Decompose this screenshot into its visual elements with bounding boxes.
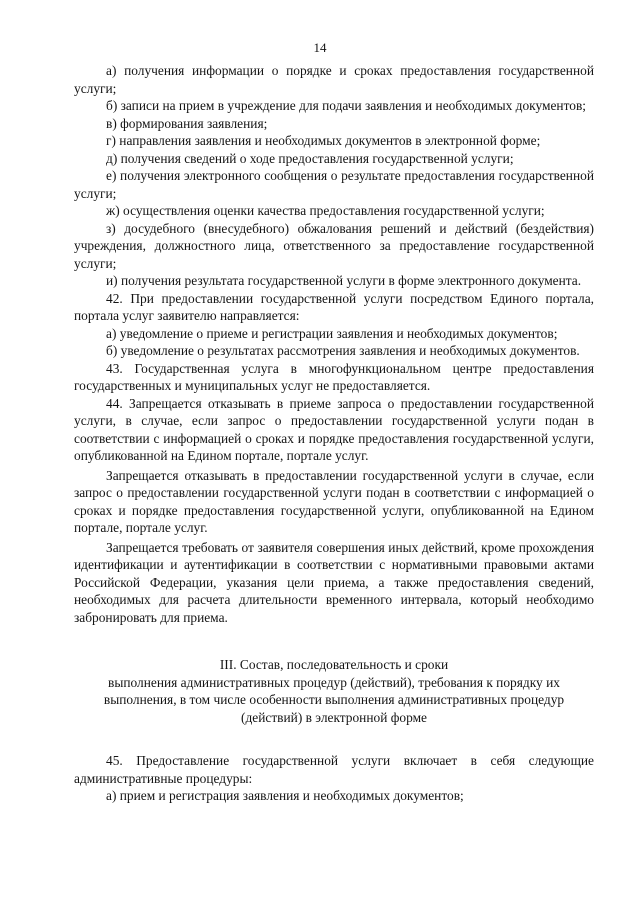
list-item-b: б) записи на прием в учреждение для подачи заявления и необходимых документов; [106, 98, 586, 113]
paragraph-42-intro: 42. При предоставлении государственной услуги посредством Единого портала, портала услуг заявителю направляется: [74, 290, 594, 323]
list-item-a: а) получения информации о порядке и сроках предоставления государственной услуги; [74, 63, 594, 96]
paragraph-42-item-a: а) уведомление о приеме и регистрации заявления и необходимых документов; [106, 325, 558, 341]
list-item-d: д) получения сведений о ходе предоставления государственной услуги; [106, 150, 514, 166]
paragraph-43: 43. Государственная услуга в многофункциональном центре предоставления государственных и муниципальных услуг не предоставляется. [74, 360, 594, 393]
paragraph-45-item-a: а) прием и регистрация заявления и необходимых документов; [106, 788, 464, 803]
document-body [74, 62, 594, 805]
list-item-g: г) направления заявления и необходимых документов в электронной форме; [106, 133, 541, 148]
list-item-e: е) получения электронного сообщения о результате предоставления государственной услуги; [74, 168, 594, 201]
list-item-z: з) досудебного (внесудебного) обжалования решений и действий (бездействия) учреждения, должностного лица, ответственного за предоставление государственной услуги; [74, 220, 594, 271]
section-heading-line-1: III. Состав, последовательность и сроки [219, 657, 449, 672]
list-item-v: в) формирования заявления; [106, 115, 268, 131]
list-item-i: и) получения результата государственной услуги в форме электронного документа. [106, 273, 582, 288]
paragraph-42-item-b: б) уведомление о результатах рассмотрения заявления и необходимых документов. [106, 343, 580, 358]
paragraph-45-intro: 45. Предоставление государственной услуги включает в себя следующие административные процедуры: [74, 753, 594, 786]
paragraph-44-text-1: 44. Запрещается отказывать в приеме запроса о предоставлении государственной услуги, в случае, если запрос о предоставлении государственной услуги подан в соответствии с информацией о сроках и порядке предоставления государственной услуги, опубликованной на Едином портале, портале услуг. [74, 395, 594, 463]
section-heading-line-2: выполнения административных процедур (действий), требования к порядку их выполнения, в том числе особенности выполнения административных процедур (действий) в электронной форме [103, 674, 565, 725]
section-heading [74, 656, 594, 726]
page-number: 14 [313, 40, 327, 55]
paragraph-44-text-3: Запрещается требовать от заявителя совершения иных действий, кроме прохождения идентификации и аутентификации в соответствии с нормативными правовыми актами Российской Федерации, указания цели приема, а также предоставления сведений, необходимых для расчета длительности временного интервала, который необходимо забронировать для приема. [74, 539, 594, 625]
paragraph-44-text-2: Запрещается отказывать в предоставлении государственной услуги в случае, если запрос о предоставлении государственной услуги подан в соответствии с информацией о сроках и порядке предоставления государственной услуги, опубликованной на Едином портале, портале услуг. [74, 467, 594, 535]
list-item-zh: ж) осуществления оценки качества предоставления государственной услуги; [106, 203, 545, 218]
